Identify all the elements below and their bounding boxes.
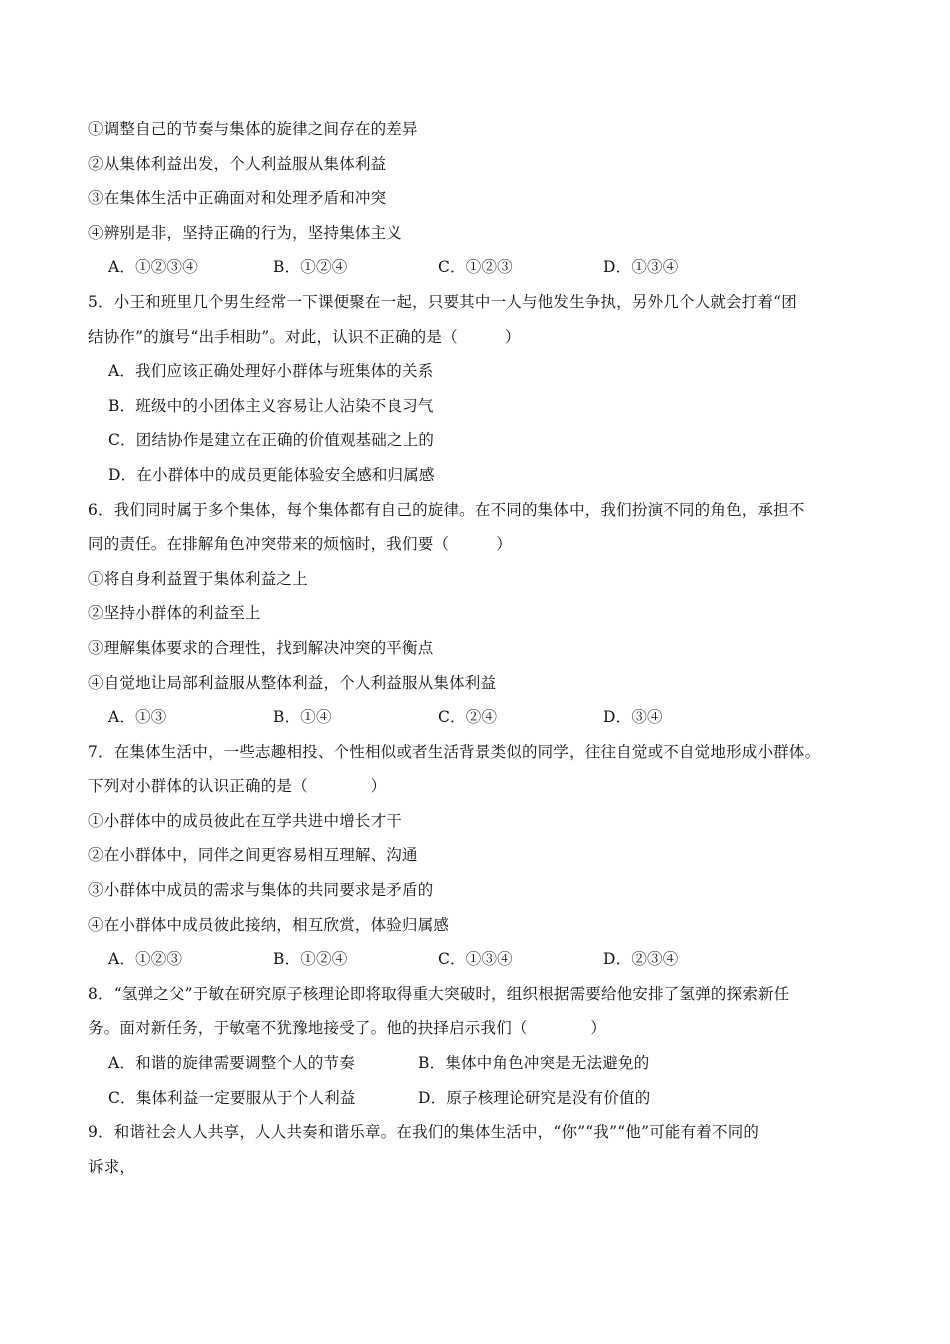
option-choice: C．①②③ (438, 258, 513, 277)
text-line: ④辨别是非，坚持正确的行为，坚持集体主义 (88, 223, 403, 242)
text-line: 5．小王和班里几个男生经常一下课便聚在一起，只要其中一人与他发生争执，另外几个人就会打着“团 (88, 292, 797, 311)
text-line: 结协作”的旗号“出手相助”。对此，认识不正确的是（ ） (88, 327, 521, 346)
text-line: ①小群体中的成员彼此在互学共进中增长才干 (88, 811, 403, 830)
text-line: ①将自身利益置于集体利益之上 (88, 569, 308, 588)
option-choice: C．集体利益一定要服从于个人利益 (108, 1088, 356, 1107)
option-choice: A．和谐的旋律需要调整个人的节奏 (108, 1054, 355, 1073)
text-line: 下列对小群体的认识正确的是（ ） (88, 777, 387, 796)
option-choice: D．①③④ (603, 258, 679, 277)
text-line: ②从集体利益出发，个人利益服从集体利益 (88, 154, 387, 173)
option-choice: B．①④ (273, 708, 332, 727)
option-choice: C．①③④ (438, 950, 513, 969)
option-choice: A．①②③④ (108, 258, 198, 277)
option-line: A．我们应该正确处理好小群体与班集体的关系 (108, 362, 434, 381)
text-line: 7．在集体生活中，一些志趣相投、个性相似或者生活背景类似的同学，往往自觉或不自觉地形成小群体。 (88, 742, 821, 761)
text-line: ②在小群体中，同伴之间更容易相互理解、沟通 (88, 846, 418, 865)
text-line: ④在小群体中成员彼此接纳，相互欣赏，体验归属感 (88, 915, 450, 934)
options-row (88, 250, 868, 285)
option-choice: A．①③ (108, 708, 167, 727)
option-choice: B．①②④ (273, 950, 348, 969)
option-line: D．在小群体中的成员更能体验安全感和归属感 (108, 465, 435, 484)
text-line: ④自觉地让局部利益服从整体利益，个人利益服从集体利益 (88, 673, 497, 692)
text-line: 9．和谐社会人人共享，人人共奏和谐乐章。在我们的集体生活中，“你”“我”“他”可能有着不同的 (88, 1123, 760, 1142)
text-line: 8．“氢弹之父”于敏在研究原子核理论即将取得重大突破时，组织根据需要给他安排了氢弹的探索新任 (88, 984, 790, 1003)
option-choice: D．②③④ (603, 950, 679, 969)
document-page (88, 112, 868, 1184)
text-line: 诉求， (88, 1157, 136, 1176)
options-row (88, 1081, 868, 1116)
option-choice: D．原子核理论研究是没有价值的 (418, 1088, 651, 1107)
text-line: 6．我们同时属于多个集体，每个集体都有自己的旋律。在不同的集体中，我们扮演不同的角色，承担不 (88, 500, 805, 519)
options-row (88, 700, 868, 735)
text-line: 同的责任。在排解角色冲突带来的烦恼时，我们要（ ） (88, 535, 512, 554)
text-line: ①调整自己的节奏与集体的旋律之间存在的差异 (88, 120, 418, 138)
options-row (88, 1046, 868, 1081)
option-choice: D．③④ (603, 708, 663, 727)
text-line: ②坚持小群体的利益至上 (88, 604, 261, 623)
text-line: ③理解集体要求的合理性，找到解决冲突的平衡点 (88, 638, 434, 657)
option-choice: C．②④ (438, 708, 498, 727)
option-line: B．班级中的小团体主义容易让人沾染不良习气 (108, 396, 434, 415)
option-choice: A．①②③ (108, 950, 183, 969)
text-line: 务。面对新任务，于敏毫不犹豫地接受了。他的抉择启示我们（ ） (88, 1019, 607, 1038)
option-choice: B．集体中角色冲突是无法避免的 (418, 1054, 650, 1073)
option-choice: B．①②④ (273, 258, 348, 277)
text-line: ③在集体生活中正确面对和处理矛盾和冲突 (88, 189, 387, 208)
option-line: C．团结协作是建立在正确的价值观基础之上的 (108, 431, 435, 450)
text-line: ③小群体中成员的需求与集体的共同要求是矛盾的 (88, 881, 434, 900)
options-row (88, 942, 868, 977)
